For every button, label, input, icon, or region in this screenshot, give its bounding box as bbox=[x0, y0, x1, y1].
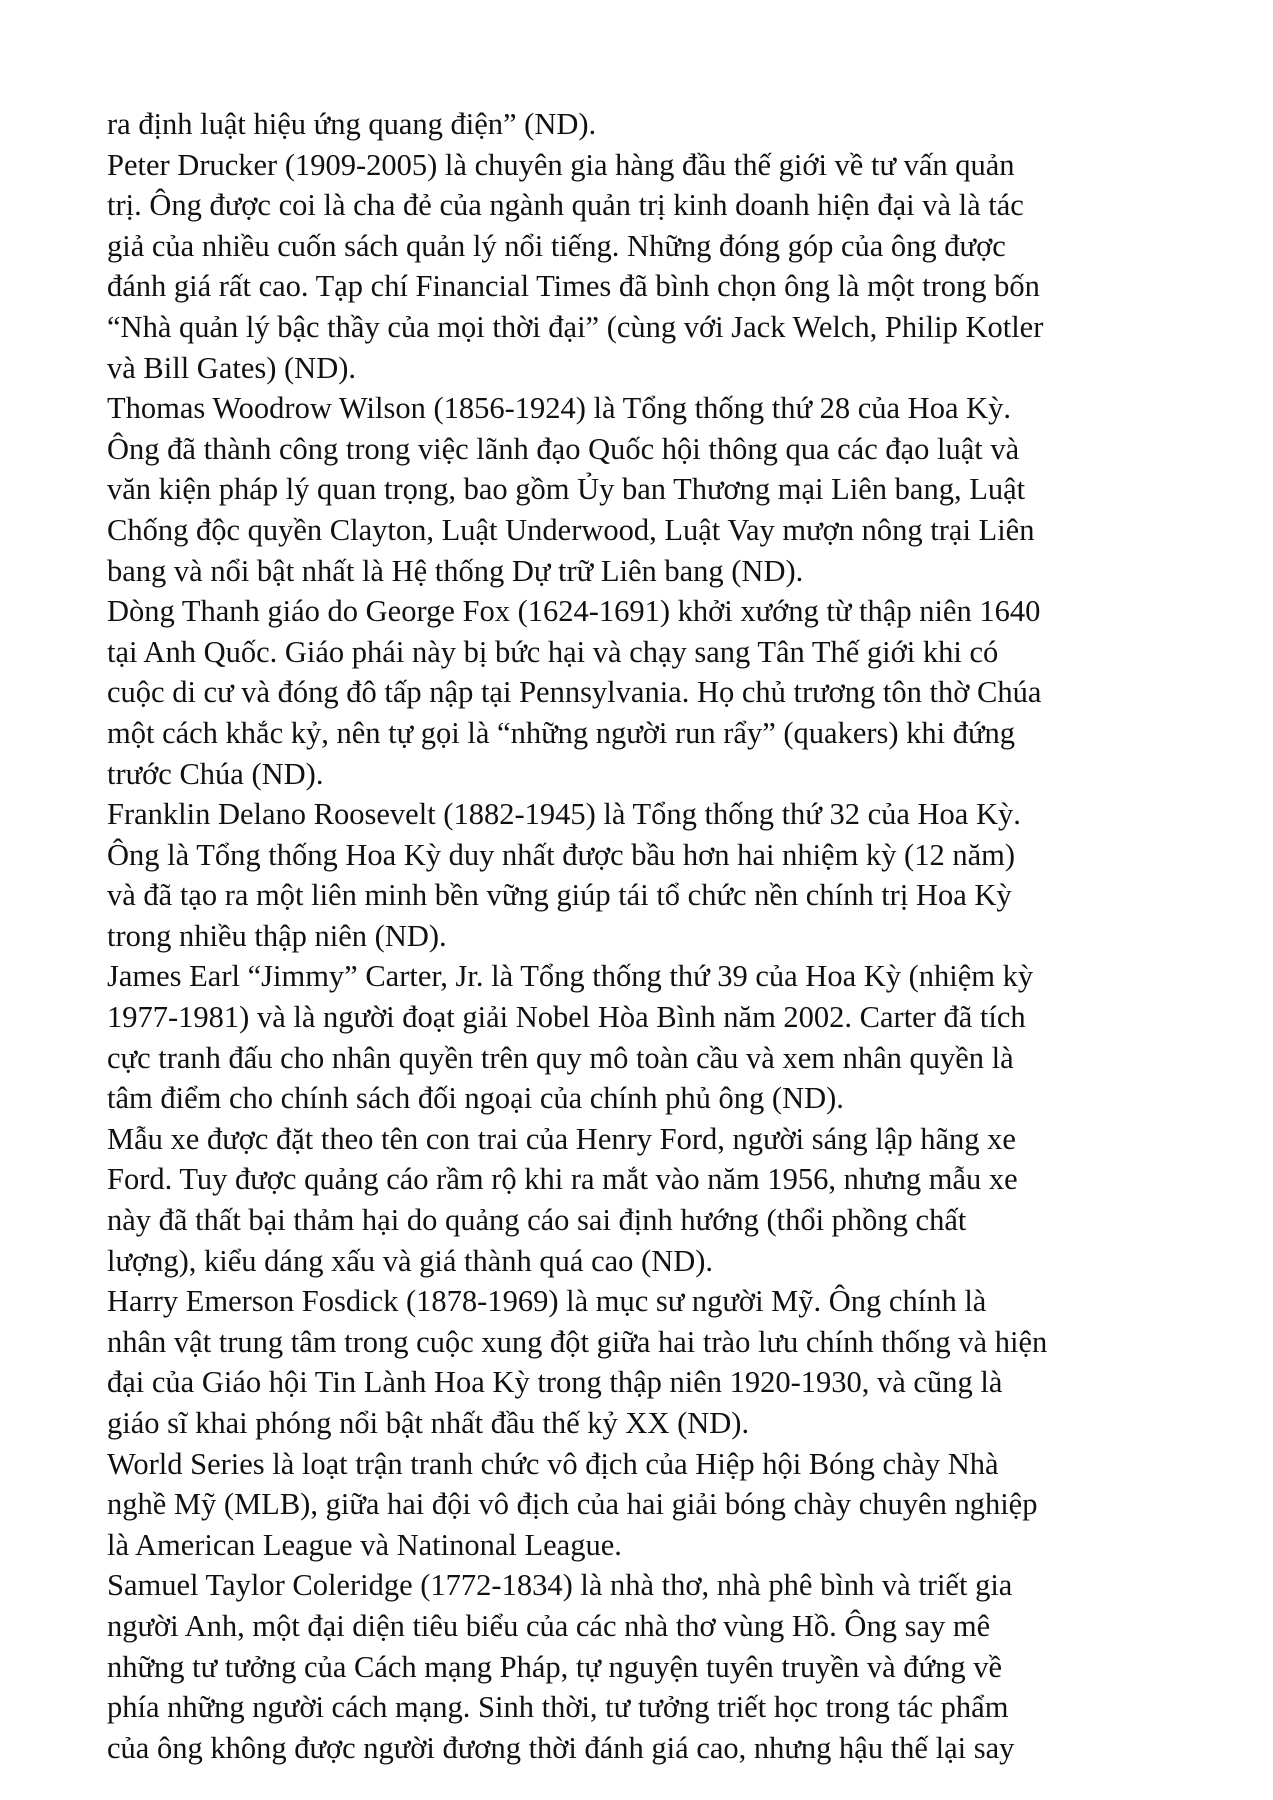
text-line: bang và nổi bật nhất là Hệ thống Dự trữ Liên bang (ND). bbox=[107, 553, 804, 588]
note-jimmy-carter bbox=[107, 956, 1187, 1118]
note-fosdick bbox=[107, 1281, 1187, 1443]
text-line: 1977-1981) và là người đoạt giải Nobel Hòa Bình năm 2002. Carter đã tích bbox=[107, 1000, 1026, 1035]
text-line: lượng), kiểu dáng xấu và giá thành quá cao (ND). bbox=[107, 1243, 714, 1278]
text-line: trước Chúa (ND). bbox=[107, 756, 324, 791]
text-line: trị. Ông được coi là cha đẻ của ngành quản trị kinh doanh hiện đại và là tác bbox=[107, 188, 1024, 223]
text-line: giáo sĩ khai phóng nổi bật nhất đầu thế kỷ XX (ND). bbox=[107, 1406, 750, 1440]
text-line: Ông đã thành công trong việc lãnh đạo Quốc hội thông qua các đạo luật và bbox=[107, 431, 1020, 466]
text-line: cực tranh đấu cho nhân quyền trên quy mô toàn cầu và xem nhân quyền là bbox=[107, 1040, 1014, 1075]
note-einstein-tail bbox=[107, 104, 1187, 145]
text-line: trong nhiều thập niên (ND). bbox=[107, 918, 447, 953]
text-line: một cách khắc kỷ, nên tự gọi là “những người run rẩy” (quakers) khi đứng bbox=[107, 715, 1016, 750]
text-line: Franklin Delano Roosevelt (1882-1945) là Tổng thống thứ 32 của Hoa Kỳ. bbox=[107, 797, 1021, 832]
text-line: nghề Mỹ (MLB), giữa hai đội vô địch của hai giải bóng chày chuyên nghiệp bbox=[107, 1487, 1038, 1522]
text-line: của ông không được người đương thời đánh giá cao, nhưng hậu thế lại say bbox=[107, 1730, 1015, 1765]
text-line: người Anh, một đại diện tiêu biểu của các nhà thơ vùng Hồ. Ông say mê bbox=[107, 1608, 991, 1643]
text-line: đại của Giáo hội Tin Lành Hoa Kỳ trong thập niên 1920-1930, và cũng là bbox=[107, 1365, 1003, 1400]
text-line: James Earl “Jimmy” Carter, Jr. là Tổng thống thứ 39 của Hoa Kỳ (nhiệm kỳ bbox=[107, 959, 1034, 994]
text-line: những tư tưởng của Cách mạng Pháp, tự nguyện tuyên truyền và đứng về bbox=[107, 1649, 1002, 1684]
text-line: Samuel Taylor Coleridge (1772-1834) là nhà thơ, nhà phê bình và triết gia bbox=[107, 1568, 1013, 1603]
text-line: tại Anh Quốc. Giáo phái này bị bức hại và chạy sang Tân Thế giới khi có bbox=[107, 634, 999, 669]
text-line: ra định luật hiệu ứng quang điện” (ND). bbox=[107, 107, 597, 141]
text-line: “Nhà quản lý bậc thầy của mọi thời đại” (cùng với Jack Welch, Philip Kotler bbox=[107, 309, 1044, 344]
text-line: Dòng Thanh giáo do George Fox (1624-1691) khởi xướng từ thập niên 1640 bbox=[107, 594, 1041, 629]
note-edsel bbox=[107, 1119, 1187, 1281]
text-line: nhân vật trung tâm trong cuộc xung đột giữa hai trào lưu chính thống và hiện bbox=[107, 1324, 1048, 1359]
text-line: và Bill Gates) (ND). bbox=[107, 350, 357, 385]
text-line: tâm điểm cho chính sách đối ngoại của chính phủ ông (ND). bbox=[107, 1081, 844, 1116]
text-line: văn kiện pháp lý quan trọng, bao gồm Ủy ban Thương mại Liên bang, Luật bbox=[107, 472, 1026, 507]
text-line: Harry Emerson Fosdick (1878-1969) là mục sư người Mỹ. Ông chính là bbox=[107, 1284, 987, 1319]
text-line: này đã thất bại thảm hại do quảng cáo sai định hướng (thổi phồng chất bbox=[107, 1203, 967, 1238]
text-line: Chống độc quyền Clayton, Luật Underwood, Luật Vay mượn nông trại Liên bbox=[107, 512, 1035, 547]
text-line: cuộc di cư và đóng đô tấp nập tại Pennsylvania. Họ chủ trương tôn thờ Chúa bbox=[107, 675, 1042, 710]
text-line: Ông là Tổng thống Hoa Kỳ duy nhất được bầu hơn hai nhiệm kỳ (12 năm) bbox=[107, 837, 1016, 872]
note-quakers bbox=[107, 591, 1187, 794]
text-line: giả của nhiều cuốn sách quản lý nổi tiếng. Những đóng góp của ông được bbox=[107, 228, 1006, 263]
text-line: là American League và Natinonal League. bbox=[107, 1527, 622, 1562]
note-peter-drucker bbox=[107, 145, 1187, 389]
document-page bbox=[107, 104, 1187, 1768]
note-woodrow-wilson bbox=[107, 388, 1187, 591]
text-line: và đã tạo ra một liên minh bền vững giúp tái tổ chức nền chính trị Hoa Kỳ bbox=[107, 878, 1012, 913]
note-roosevelt bbox=[107, 794, 1187, 956]
text-line: Peter Drucker (1909-2005) là chuyên gia hàng đầu thế giới về tư vấn quản bbox=[107, 147, 1015, 182]
text-line: đánh giá rất cao. Tạp chí Financial Times đã bình chọn ông là một trong bốn bbox=[107, 269, 1040, 304]
text-line: Mẫu xe được đặt theo tên con trai của Henry Ford, người sáng lập hãng xe bbox=[107, 1121, 1016, 1156]
text-line: Ford. Tuy được quảng cáo rầm rộ khi ra mắt vào năm 1956, nhưng mẫu xe bbox=[107, 1162, 1018, 1197]
text-line: phía những người cách mạng. Sinh thời, tư tưởng triết học trong tác phẩm bbox=[107, 1690, 1009, 1725]
note-world-series bbox=[107, 1444, 1187, 1566]
text-line: Thomas Woodrow Wilson (1856-1924) là Tổng thống thứ 28 của Hoa Kỳ. bbox=[107, 391, 1012, 426]
text-line: World Series là loạt trận tranh chức vô địch của Hiệp hội Bóng chày Nhà bbox=[107, 1446, 999, 1481]
note-coleridge bbox=[107, 1565, 1187, 1768]
